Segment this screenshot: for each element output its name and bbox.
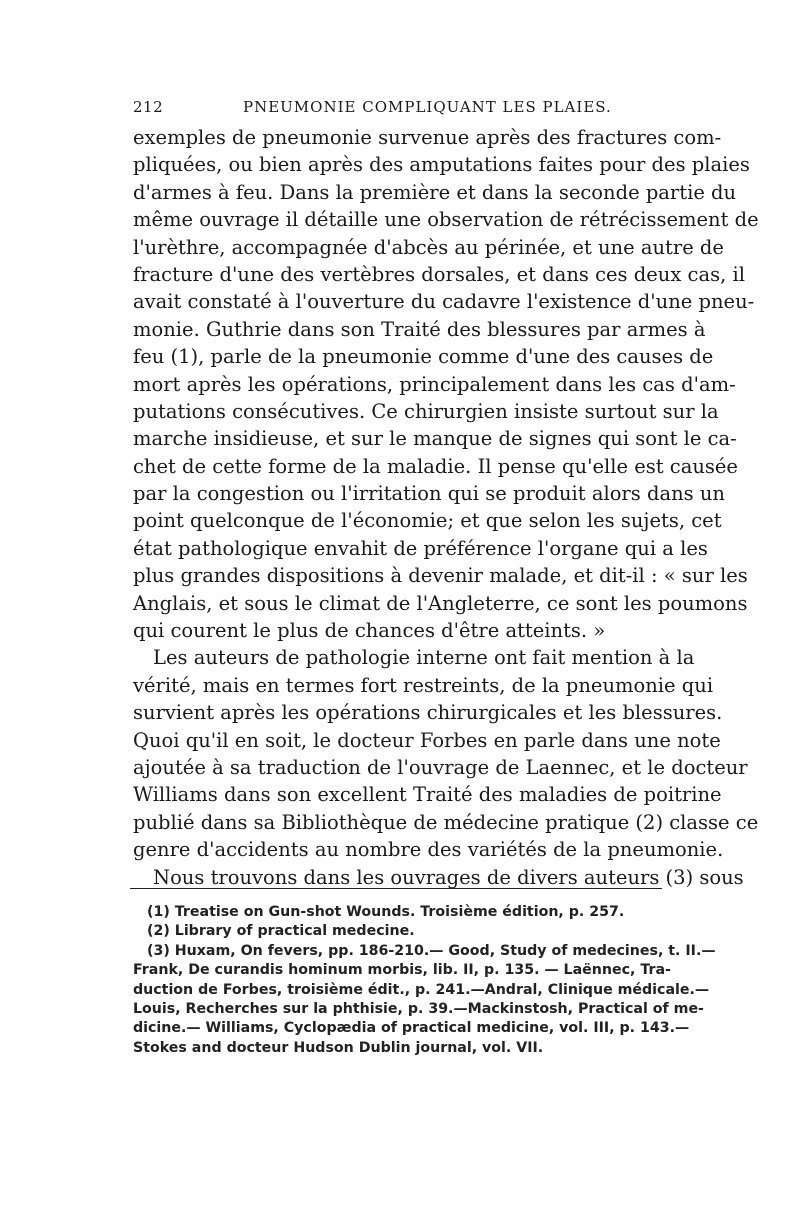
text-line: Nous trouvons dans les ouvrages de divers auteurs (3) sous [153, 865, 744, 889]
text-line: mort après les opérations, principalement dans les cas d'am- [133, 372, 736, 396]
text-line: Williams dans son excellent Traité des maladies de poitrine [133, 783, 722, 807]
text-line: monie. Guthrie dans son Traité des blessures par armes à [133, 317, 706, 341]
text-line: état pathologique envahit de préférence l'organe qui a les [133, 536, 708, 560]
text-line: pliquées, ou bien après des amputations faites pour des plaies [133, 153, 750, 177]
text-line: par la congestion ou l'irritation qui se produit alors dans un [133, 482, 725, 506]
text-line: plus grandes dispositions à devenir malade, et dit-il : « sur les [133, 564, 748, 588]
text-line: survient après les opérations chirurgicales et les blessures. [133, 701, 723, 725]
text-line: point quelconque de l'économie; et que selon les sujets, cet [133, 509, 722, 533]
footnote-line: dicine.— Williams, Cyclopædia of practical medicine, vol. III, p. 143.— [133, 1020, 690, 1037]
footnote-divider [130, 888, 662, 889]
text-line: d'armes à feu. Dans la première et dans la seconde partie du [133, 180, 737, 204]
text-line: vérité, mais en termes fort restreints, de la pneumonie qui [133, 673, 714, 697]
running-title: PNEUMONIE COMPLIQUANT LES PLAIES. [243, 98, 612, 116]
text-line: Quoi qu'il en soit, le docteur Forbes en parle dans une note [133, 728, 721, 752]
text-line: Anglais, et sous le climat de l'Angleterre, ce sont les poumons [133, 591, 748, 615]
text-line: qui courent le plus de chances d'être atteints. » [133, 619, 606, 643]
text-line: feu (1), parle de la pneumonie comme d'une des causes de [133, 345, 714, 369]
footnotes [133, 903, 716, 1058]
text-line: publié dans sa Bibliothèque de médecine pratique (2) classe ce [133, 810, 759, 834]
text-line: l'urèthre, accompagnée d'abcès au périnée, et une autre de [133, 235, 724, 259]
text-line: Les auteurs de pathologie interne ont fait mention à la [153, 646, 695, 670]
footnote-line: duction de Forbes, troisième édit., p. 241.—Andral, Clinique médicale.— [133, 981, 710, 998]
footnote-line: (2) Library of practical medecine. [147, 923, 415, 940]
text-line: chet de cette forme de la maladie. Il pense qu'elle est causée [133, 454, 738, 478]
text-line: genre d'accidents au nombre des variétés de la pneumonie. [133, 838, 724, 862]
page-header [133, 98, 673, 120]
footnote-line: Frank, De curandis hominum morbis, lib. II, p. 135. — Laënnec, Tra- [133, 962, 671, 979]
text-line: fracture d'une des vertèbres dorsales, et dans ces deux cas, il [133, 262, 745, 286]
footnote-line: Louis, Recherches sur la phthisie, p. 39.—Mackinstosh, Practical of me- [133, 1000, 704, 1017]
text-line: putations consécutives. Ce chirurgien insiste surtout sur la [133, 399, 719, 423]
body-text [133, 124, 759, 891]
footnote-line: Stokes and docteur Hudson Dublin journal, vol. VII. [133, 1039, 544, 1056]
text-line: avait constaté à l'ouverture du cadavre l'existence d'une pneu- [133, 290, 755, 314]
footnote-line: (3) Huxam, On fevers, pp. 186-210.— Good, Study of medecines, t. II.— [147, 942, 716, 959]
footnote-line: (1) Treatise on Gun-shot Wounds. Troisième édition, p. 257. [147, 904, 625, 920]
text-line: ajoutée à sa traduction de l'ouvrage de Laennec, et le docteur [133, 755, 748, 779]
page-number: 212 [133, 98, 164, 116]
text-line: marche insidieuse, et sur le manque de signes qui sont le ca- [133, 427, 737, 451]
text-line: exemples de pneumonie survenue après des fractures com- [133, 126, 722, 149]
text-line: même ouvrage il détaille une observation de rétrécissement de [133, 208, 759, 232]
